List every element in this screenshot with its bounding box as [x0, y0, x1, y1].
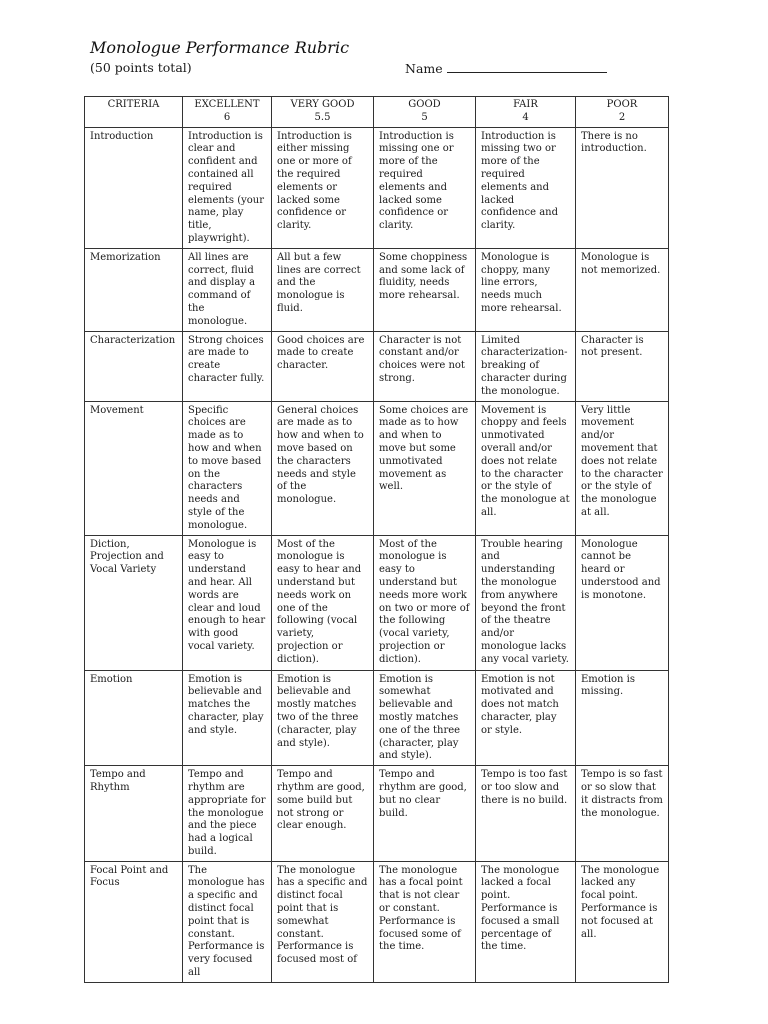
header-label: GOOD: [408, 99, 441, 110]
cell-good: Introduction is missing one or more of the required elements and lacked some confidence or clarity.: [374, 127, 476, 248]
row-tempo-rhythm: [85, 766, 669, 862]
criteria-cell: Diction, Projection and Vocal Variety: [85, 535, 183, 670]
row-movement: [85, 401, 669, 535]
cell-excellent: The monologue has a specific and distinct focal point that is constant. Performance is very focused all: [183, 861, 272, 982]
cell-good: Character is not constant and/or choices were not strong.: [374, 331, 476, 401]
cell-very-good: Most of the monologue is easy to hear and understand but needs work on one of the following (vocal variety, projection or diction).: [272, 535, 374, 670]
header-label: CRITERIA: [107, 99, 160, 110]
header-very-good: [272, 97, 374, 128]
cell-excellent: Specific choices are made as to how and when to move based on the characters needs and style of the monologue.: [183, 401, 272, 535]
header-score: 5: [421, 111, 428, 123]
page-title: Monologue Performance Rubric: [90, 38, 350, 57]
cell-good: Some choppiness and some lack of fluidity, needs more rehearsal.: [374, 248, 476, 331]
cell-very-good: All but a few lines are correct and the monologue is fluid.: [272, 248, 374, 331]
row-introduction: [85, 127, 669, 248]
header-label: FAIR: [513, 99, 538, 110]
header-label: VERY GOOD: [290, 99, 355, 110]
cell-fair: Limited characterization-breaking of character during the monologue.: [476, 331, 576, 401]
header-criteria: [85, 97, 183, 128]
cell-good: Most of the monologue is easy to understand but needs more work on two or more of the following (vocal variety, projection or diction).: [374, 535, 476, 670]
cell-fair: Tempo is too fast or too slow and there is no build.: [476, 766, 576, 862]
criteria-cell: Tempo and Rhythm: [85, 766, 183, 862]
cell-very-good: Introduction is either missing one or more of the required elements or lacked some confidence or clarity.: [272, 127, 374, 248]
header-good: [374, 97, 476, 128]
header-score: 2: [618, 111, 626, 123]
header-excellent: [183, 97, 272, 128]
cell-excellent: Tempo and rhythm are appropriate for the monologue and the piece had a logical build.: [183, 766, 272, 862]
cell-fair: Movement is choppy and feels unmotivated overall and/or does not relate to the character or the style of the monologue at all.: [476, 401, 576, 535]
cell-excellent: Strong choices are made to create character fully.: [183, 331, 272, 401]
cell-poor: Tempo is so fast or so slow that it distracts from the monologue.: [576, 766, 669, 862]
row-memorization: [85, 248, 669, 331]
cell-poor: The monologue lacked any focal point. Performance is not focused at all.: [576, 861, 669, 982]
criteria-cell: Characterization: [85, 331, 183, 401]
rubric-table: [84, 96, 669, 983]
cell-excellent: Introduction is clear and confident and contained all required elements (your name, play title, playwright).: [183, 127, 272, 248]
cell-fair: Trouble hearing and understanding the monologue from anywhere beyond the front of the theatre and/or monologue lacks any vocal variety.: [476, 535, 576, 670]
cell-poor: Monologue cannot be heard or understood and is monotone.: [576, 535, 669, 670]
row-characterization: [85, 331, 669, 401]
name-blank-line: [447, 60, 607, 73]
cell-very-good: Tempo and rhythm are good, some build but not strong or clear enough.: [272, 766, 374, 862]
criteria-cell: Movement: [85, 401, 183, 535]
cell-good: The monologue has a focal point that is not clear or constant. Performance is focused some of the time.: [374, 861, 476, 982]
row-diction: [85, 535, 669, 670]
criteria-cell: Memorization: [85, 248, 183, 331]
criteria-cell: Emotion: [85, 670, 183, 766]
cell-poor: Character is not present.: [576, 331, 669, 401]
cell-very-good: Good choices are made to create character.: [272, 331, 374, 401]
name-label: Name: [405, 61, 443, 76]
cell-good: Some choices are made as to how and when to move but some unmotivated movement as well.: [374, 401, 476, 535]
header-label: POOR: [606, 99, 638, 110]
cell-fair: Monologue is choppy, many line errors, needs much more rehearsal.: [476, 248, 576, 331]
cell-poor: Very little movement and/or movement that does not relate to the character or the style of the monologue at all.: [576, 401, 669, 535]
cell-poor: There is no introduction.: [576, 127, 669, 248]
cell-poor: Emotion is missing.: [576, 670, 669, 766]
header-row: [85, 97, 669, 128]
header-label: EXCELLENT: [194, 99, 260, 110]
cell-fair: Introduction is missing two or more of the required elements and lacked confidence and clarity.: [476, 127, 576, 248]
header-score: 5.5: [314, 111, 331, 123]
cell-very-good: The monologue has a specific and distinct focal point that is somewhat constant. Performance is focused most of: [272, 861, 374, 982]
cell-very-good: Emotion is believable and mostly matches two of the three (character, play and style).: [272, 670, 374, 766]
criteria-cell: Focal Point and Focus: [85, 861, 183, 982]
header-poor: [576, 97, 669, 128]
cell-very-good: General choices are made as to how and when to move based on the characters needs and style of the monologue.: [272, 401, 374, 535]
name-field: [405, 60, 607, 76]
cell-good: Tempo and rhythm are good, but no clear build.: [374, 766, 476, 862]
cell-good: Emotion is somewhat believable and mostly matches one of the three (character, play and style).: [374, 670, 476, 766]
row-emotion: [85, 670, 669, 766]
header-score: 4: [522, 111, 529, 123]
cell-excellent: All lines are correct, fluid and display a command of the monologue.: [183, 248, 272, 331]
cell-fair: The monologue lacked a focal point. Performance is focused a small percentage of the time.: [476, 861, 576, 982]
points-total: (50 points total): [90, 60, 192, 75]
cell-poor: Monologue is not memorized.: [576, 248, 669, 331]
cell-excellent: Monologue is easy to understand and hear. All words are clear and loud enough to hear with good vocal variety.: [183, 535, 272, 670]
criteria-cell: Introduction: [85, 127, 183, 248]
cell-excellent: Emotion is believable and matches the character, play and style.: [183, 670, 272, 766]
row-focal-point: [85, 861, 669, 982]
cell-fair: Emotion is not motivated and does not match character, play or style.: [476, 670, 576, 766]
header-score: 6: [223, 111, 231, 123]
header-fair: [476, 97, 576, 128]
